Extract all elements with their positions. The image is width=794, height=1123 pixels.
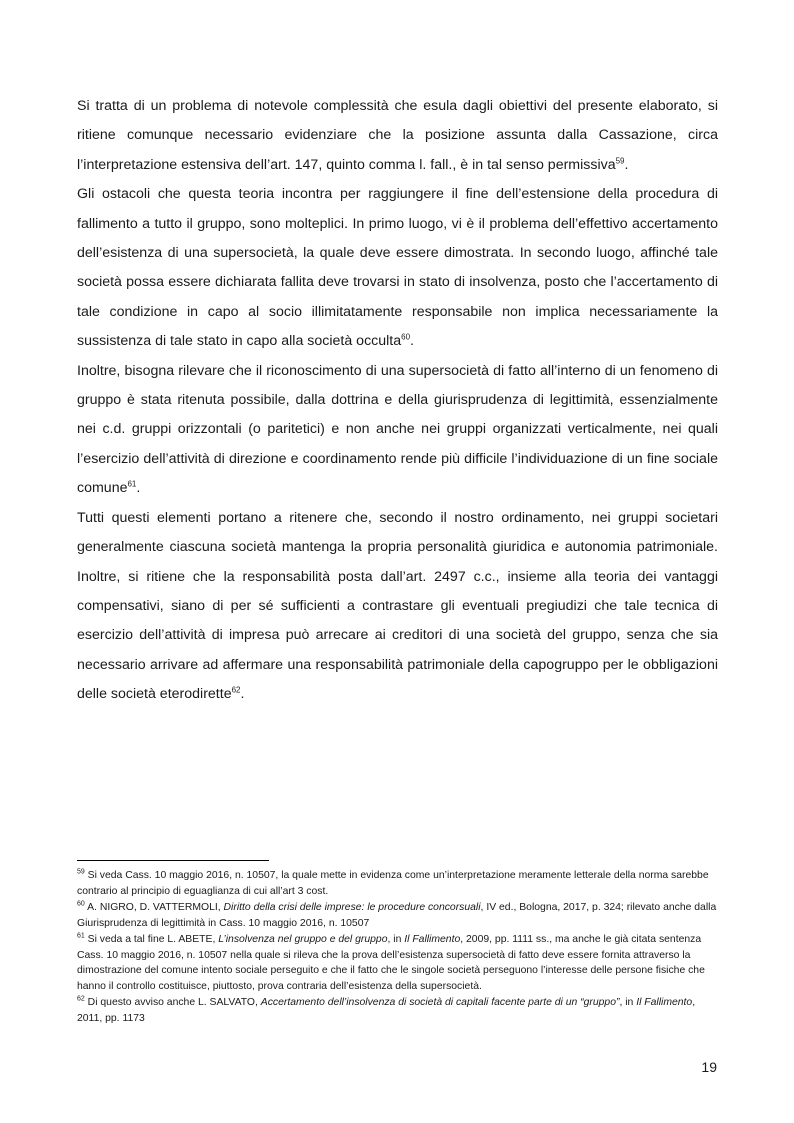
paragraph: Inoltre, bisogna rilevare che il riconoscimento di una supersocietà di fatto all’interno di un fenomeno di gruppo è stata ritenuta possibile, dalla dottrina e della giurisprudenza di legittimità, essenzialmente nei c.d. gruppi orizzontali (o paritetici) e non anche nei gruppi organizzati verticalmente, nei quali l’esercizio dell’attività di direzione e coordinamento rende più difficile l’individuazione di un fine sociale comune$^{61}$. xyxy=(77,362,718,497)
paragraph: Si tratta di un problema di notevole complessità che esula dagli obiettivi del presente elaborato, si ritiene comunque necessario evidenziare che la posizione assunta dalla Cassazione, circa l’interpretazione estensiva dell’art. 147, quinto comma l. fall., è in tal senso permissiva$^{59}$. xyxy=(77,98,718,173)
footnote-ref[interactable]: 62 xyxy=(231,685,241,695)
footnote: $^{62}$ Di questo avviso anche L. SALVATO, Accertamento dell’insolvenza di società di capitali facente parte di un “gruppo”, in Il Fallimento, 2011, pp. 1173 xyxy=(77,995,696,1025)
paragraph: Tutti questi elementi portano a ritenere che, secondo il nostro ordinamento, nei gruppi societari generalmente ciascuna società mantenga la propria personalità giuridica e autonomia patrimoniale. Inoltre, si ritiene che la responsabilità posta dall’art. 2497 c.c., insieme alla teoria dei vantaggi compensativi, siano di per sé sufficienti a contrastare gli eventuali pregiudizi che tale tecnica di esercizio dell’attività di impresa può arrecare ai creditori di una società del gruppo, senza che sia necessario arrivare ad affermare una responsabilità patrimoniale della capogruppo per le obbligazioni delle società eterodirette$^{62}$. xyxy=(77,509,718,703)
paragraph: Gli ostacoli che questa teoria incontra per raggiungere il fine dell’estensione della procedura di fallimento a tutto il gruppo, sono molteplici. In primo luogo, vi è il problema dell’effettivo accertamento dell’esistenza di una supersocietà, la quale deve essere dimostrata. In secondo luogo, affinché tale società possa essere dichiarata fallita deve trovarsi in stato di insolvenza, posto che l’accertamento di tale condizione in capo al socio illimitatamente responsabile non implica necessariamente la sussistenza di tale stato in capo alla società occulta$^{60}$. xyxy=(77,186,718,350)
footnotes xyxy=(77,868,718,1027)
body-text xyxy=(77,92,718,710)
footnote-ref[interactable]: 60 xyxy=(401,332,411,342)
footnote: $^{59}$ Si veda Cass. 10 maggio 2016, n. 10507, la quale mette in evidenza come un’interpretazione meramente letterale della norma sarebbe contrario al principio di eguaglianza di cui all’art 3 cost. xyxy=(77,868,709,897)
footnote-separator xyxy=(77,860,269,861)
footnote-ref[interactable]: 59 xyxy=(615,156,625,166)
footnote: $^{61}$ Si veda a tal fine L. ABETE, L’insolvenza nel gruppo e del gruppo, in Il Fallimento, 2009, pp. 1111 ss., ma anche le già citata sentenza Cass. 10 maggio 2016, n. 10507 nella quale si rileva che la prova dell’esistenza supersocietà di fatto deve essere fornita attraverso la dimostrazione del comune intento sociale perseguito e che il fatto che le singole società perseguono l’interesse delle persone fisiche che hanno il controllo costituisce, piuttosto, prova contraria dell’esistenza della supersocietà. xyxy=(77,932,705,993)
page-number: 19 xyxy=(701,1059,717,1075)
footnote: $^{60}$ A. NIGRO, D. VATTERMOLI, Diritto della crisi delle imprese: le procedure concorsuali, IV ed., Bologna, 2017, p. 324; rilevato anche dalla Giurisprudenza di legittimità in Cass. 10 maggio 2016, n. 10507 xyxy=(77,900,717,929)
footnote-ref[interactable]: 61 xyxy=(127,479,137,489)
